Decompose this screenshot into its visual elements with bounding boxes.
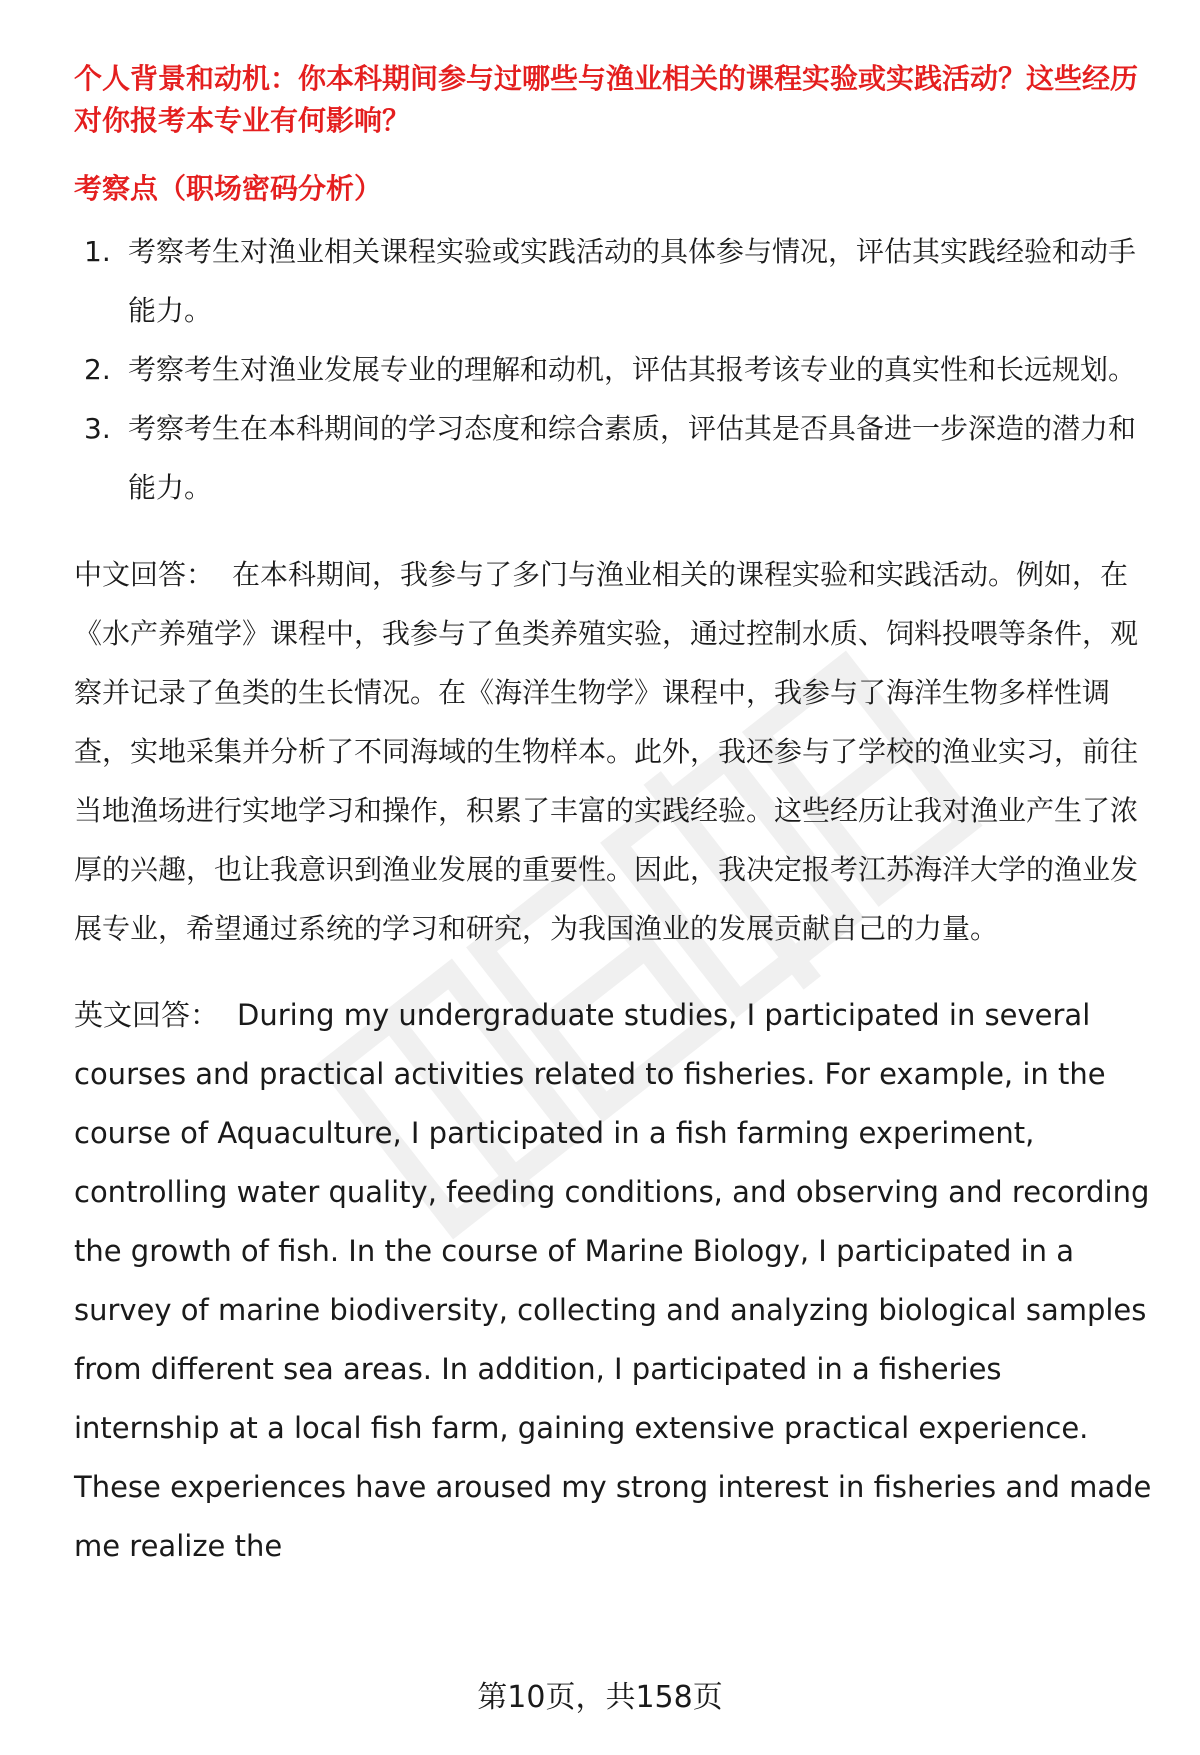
list-item: [74, 399, 1154, 517]
english-answer-text: During my undergraduate studies, I participated in several courses and practical activities related to fisheries. For example, in the course of Aquaculture, I participated in a fish farming experiment, controlling water quality, feeding conditions, and observing and recording the growth of fish. In the course of Marine Biology, I participated in a survey of marine biodiversity, collecting and analyzing biological samples from different sea areas. In addition, I participated in a fisheries internship at a local fish farm, gaining extensive practical experience. These experiences have aroused my strong interest in fisheries and made me realize the: [74, 998, 1152, 1563]
english-answer-label: 英文回答：: [74, 998, 220, 1032]
list-item-number: 1.: [84, 235, 111, 268]
assessment-points-list: [74, 222, 1154, 517]
list-item-text: 考察考生对渔业发展专业的理解和动机，评估其报考该专业的真实性和长远规划。: [128, 353, 1137, 386]
list-item: [74, 340, 1154, 399]
chinese-answer: [74, 545, 1154, 958]
document-page: [74, 58, 1154, 1576]
chinese-answer-text: 在本科期间，我参与了多门与渔业相关的课程实验和实践活动。例如，在《水产养殖学》课程中，我参与了鱼类养殖实验，通过控制水质、饲料投喂等条件，观察并记录了鱼类的生长情况。在《海洋生物学》课程中，我参与了海洋生物多样性调查，实地采集并分析了不同海域的生物样本。此外，我还参与了学校的渔业实习，前往当地渔场进行实地学习和操作，积累了丰富的实践经验。这些经历让我对渔业产生了浓厚的兴趣，也让我意识到渔业发展的重要性。因此，我决定报考江苏海洋大学的渔业发展专业，希望通过系统的学习和研究，为我国渔业的发展贡献自己的力量。: [74, 558, 1139, 945]
list-item-number: 2.: [84, 353, 111, 386]
question-heading: 个人背景和动机：你本科期间参与过哪些与渔业相关的课程实验或实践活动？这些经历对你报考本专业有何影响？: [74, 62, 1139, 137]
list-item-text: 考察考生对渔业相关课程实验或实践活动的具体参与情况，评估其实践经验和动手能力。: [128, 235, 1137, 327]
chinese-answer-label: 中文回答：: [74, 558, 215, 591]
english-answer: [74, 986, 1154, 1576]
list-item: [74, 222, 1154, 340]
section-title: 考察点（职场密码分析）: [74, 172, 383, 205]
page-number-footer: 第10页，共158页: [477, 1680, 723, 1715]
list-item-number: 3.: [84, 412, 111, 445]
list-item-text: 考察考生在本科期间的学习态度和综合素质，评估其是否具备进一步深造的潜力和能力。: [128, 412, 1137, 504]
